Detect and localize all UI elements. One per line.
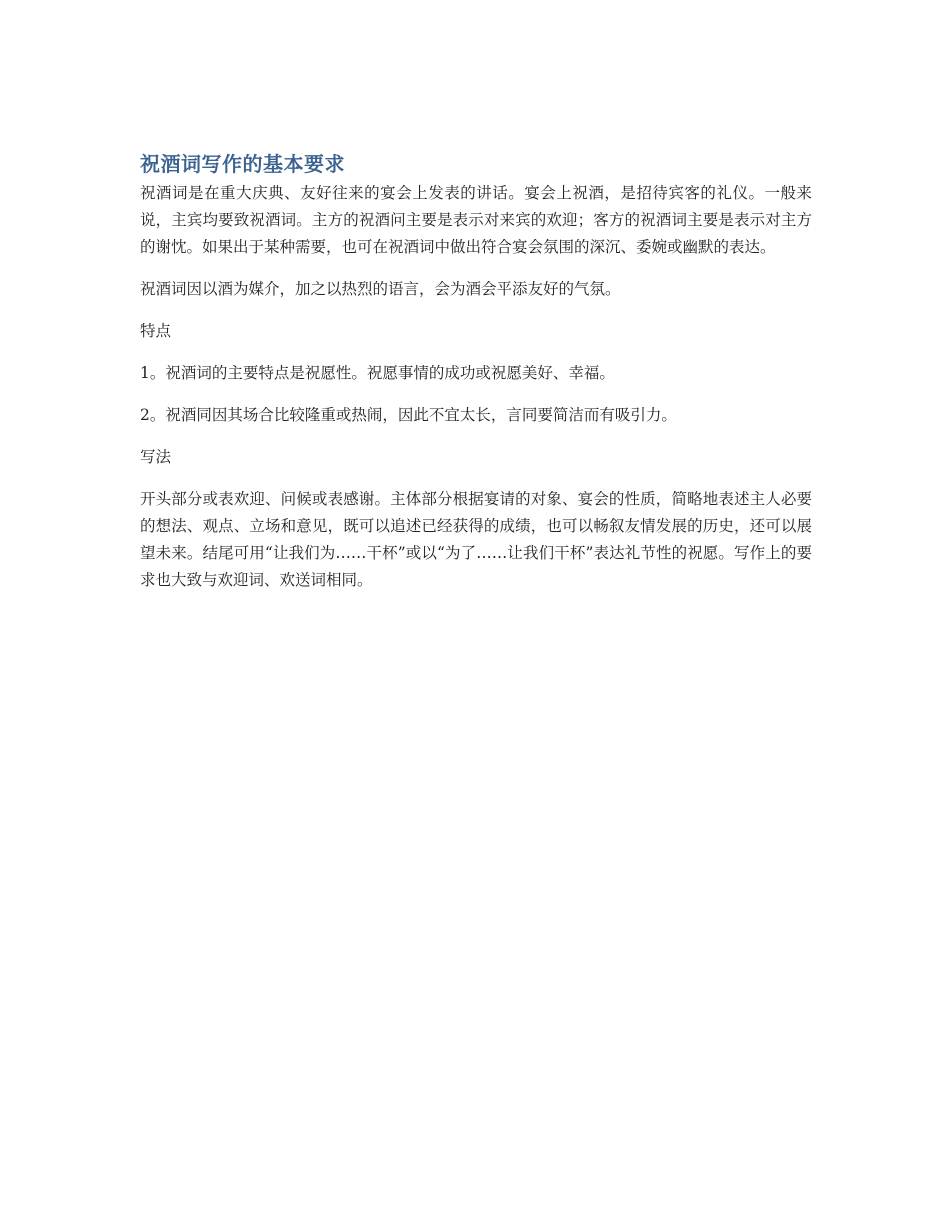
- intro-paragraph: 祝酒词是在重大庆典、友好往来的宴会上发表的讲话。宴会上祝酒，是招待宾客的礼仪。一般来说，主宾均要致祝酒词。主方的祝酒问主要是表示对来宾的欢迎；客方的祝酒词主要是表示对主方的谢忱。如果出于某种需要，也可在祝酒词中做出符合宴会氛围的深沉、委婉或幽默的表达。: [140, 184, 812, 256]
- feature-item-1: 1。祝酒词的主要特点是祝愿性。祝愿事情的成功或祝愿美好、幸福。: [140, 364, 615, 382]
- document-page: [140, 150, 812, 609]
- section-heading-writing: 写法: [140, 448, 172, 466]
- document-title: 祝酒词写作的基本要求: [140, 152, 345, 176]
- feature-item-2: 2。祝酒同因其场合比较隆重或热闹，因此不宜太长，言同要简洁而有吸引力。: [140, 406, 677, 424]
- section-heading-features: 特点: [140, 322, 172, 340]
- writing-paragraph: 开头部分或表欢迎、问候或表感谢。主体部分根据宴请的对象、宴会的性质，简略地表述主人必要的想法、观点、立场和意见，既可以追述已经获得的成绩，也可以畅叙友情发展的历史，还可以展望未来。结尾可用“让我们为……干杯”或以“为了……让我们干杯”表达礼节性的祝愿。写作上的要求也大致与欢迎词、欢送词相同。: [140, 490, 812, 589]
- atmosphere-paragraph: 祝酒词因以酒为媒介，加之以热烈的语言，会为酒会平添友好的气氛。: [140, 280, 621, 298]
